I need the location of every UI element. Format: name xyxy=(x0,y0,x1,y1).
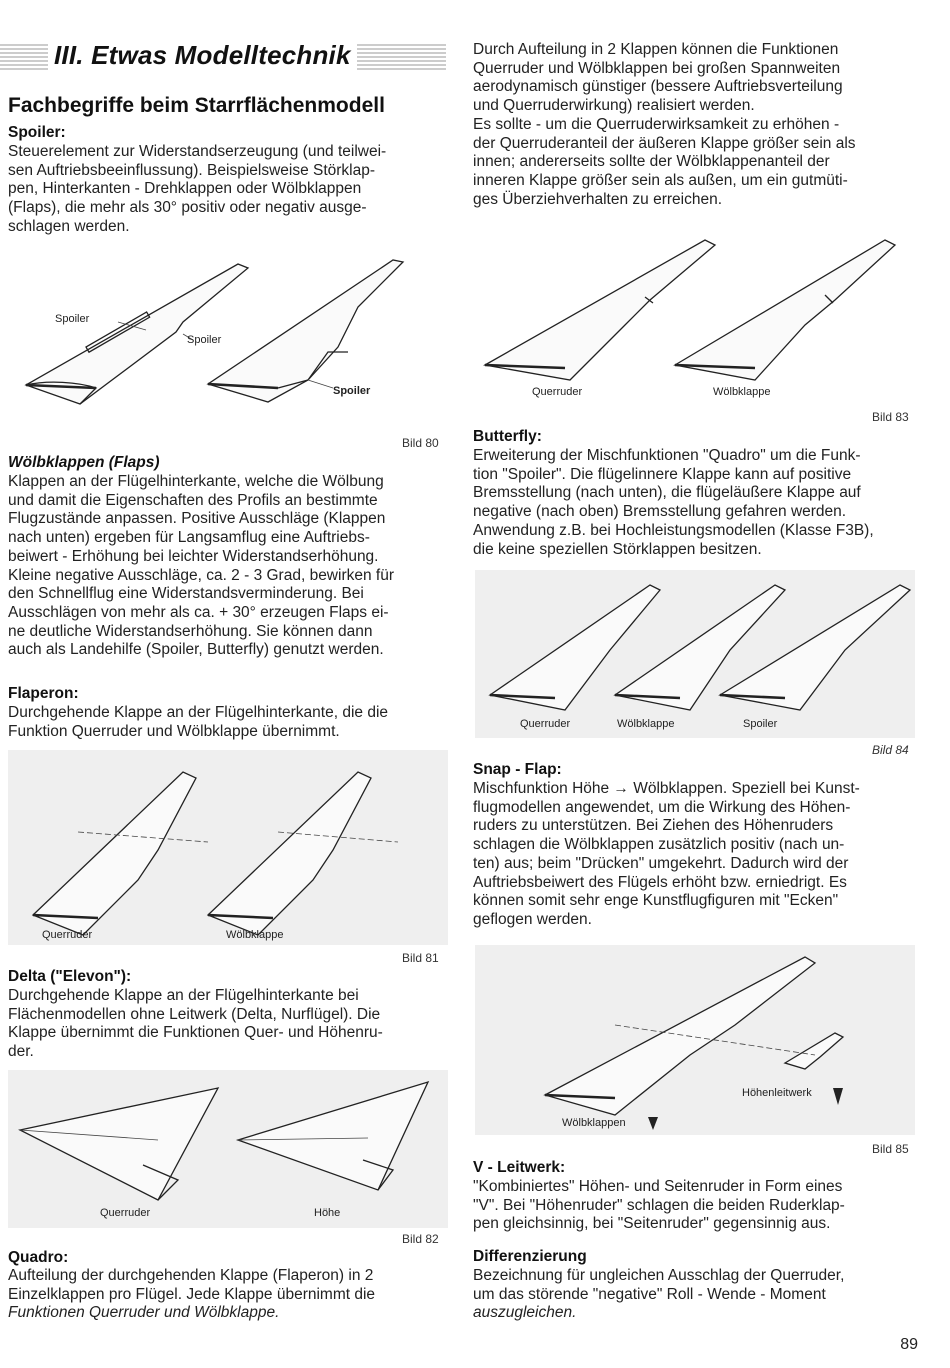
fig82-label-querruder: Querruder xyxy=(100,1207,151,1219)
fig81-label-querruder: Querruder xyxy=(42,929,93,941)
figure-snapflap xyxy=(475,945,915,1135)
delta-text: Durchgehende Klappe an der Flügelhinterkante bei Flächenmodellen ohne Leitwerk (Delta, Nurflügel). Die Klappe übernimmt die Funktionen Quer- und Höhenru- der. xyxy=(8,987,383,1061)
spoiler-title: Spoiler: xyxy=(8,124,66,141)
fig85-label-woelbklappen: Wölbklappen xyxy=(562,1117,626,1129)
quadro-title: Quadro: xyxy=(8,1249,69,1266)
delta-title: Delta ("Elevon"): xyxy=(8,968,132,985)
figure-butterfly xyxy=(475,570,915,738)
chapter-title: III. Etwas Modelltechnik xyxy=(48,40,357,71)
fig85-label-hoehenleitwerk: Höhenleitwerk xyxy=(742,1087,812,1099)
caption-bild-84: Bild 84 xyxy=(872,743,909,757)
fig82-label-hoehe: Höhe xyxy=(314,1207,341,1219)
caption-bild-83: Bild 83 xyxy=(872,410,909,424)
figure-flaperon xyxy=(8,750,448,945)
quadro-continued-text: Durch Aufteilung in 2 Klappen können die Funktionen Querruder und Wölbklappen bei großen Spannweiten aerodynamisch günstiger (bessere Auftriebsverteilung und Querruderwirkung) realisiert werden. Es sollte - um die Querruderwirksamkeit zu erhöhen - der Querruderanteil der äußeren Klappe größer sein als innen; andererseits sollte der Wölbklappenanteil der inneren Klappe größer sein als außen, um ein gutmüti- ges Überziehverhalten zu erreichen. xyxy=(473,41,856,208)
caption-bild-81: Bild 81 xyxy=(402,951,439,965)
snapflap-title: Snap - Flap: xyxy=(473,761,562,778)
page-number: 89 xyxy=(900,1336,918,1353)
vleitwerk-text: "Kombiniertes" Höhen- und Seitenruder in Form eines "V". Bei "Höhenruder" schlagen die beiden Ruderklap- pen gleichsinnig, bei "Seitenruder" gegensinnig aus. xyxy=(473,1178,845,1233)
fig84-label-spoiler: Spoiler xyxy=(743,718,778,730)
main-heading: Fachbegriffe beim Starrflächenmodell xyxy=(8,94,385,117)
butterfly-text: Erweiterung der Mischfunktionen "Quadro" um die Funk- tion "Spoiler". Die flügelinnere Klappe kann auf positive Bremsstellung (nach unten), die flügeläußere Klappe auf negative (nach oben) Bremsstellung gefahren werden. Anwendung z.B. bei Hochleistungsmodellen (Klasse F3B), die keine speziellen Störklappen besitzen. xyxy=(473,447,874,558)
figure-delta xyxy=(8,1070,448,1228)
flaps-title: Wölbklappen (Flaps) xyxy=(8,454,160,471)
caption-bild-80: Bild 80 xyxy=(402,436,439,450)
figure-spoiler xyxy=(8,252,448,422)
fig84-label-querruder: Querruder xyxy=(520,718,571,730)
fig80-label-spoiler-2: Spoiler xyxy=(187,334,222,346)
flaps-text: Klappen an der Flügelhinterkante, welche die Wölbung und damit die Eigenschaften des Profils an bestimmte Flugzustände anpassen. Positive Ausschläge (Klappen nach unten) ergeben für Langsamflug eine Auftriebs- beiwert - Erhöhung bei leichter Widerstandserhöhung. Kleine negative Ausschläge, ca. 2 - 3 Grad, bewirken für den Schnellflug eine Widerstandsverminderung. Bei Ausschlägen von mehr als ca. + 30° erzeugen Flaps ei- ne deutliche Widerstandserhöhung. Sie können dann auch als Landehilfe (Spoiler, Butterfly) genutzt werden. xyxy=(8,473,394,659)
vleitwerk-title: V - Leitwerk: xyxy=(473,1159,566,1176)
caption-bild-85: Bild 85 xyxy=(872,1142,909,1156)
differenzierung-title: Differenzierung xyxy=(473,1248,587,1265)
fig81-label-woelbklappe: Wölbklappe xyxy=(226,929,284,941)
fig80-label-spoiler-1: Spoiler xyxy=(55,313,90,325)
flaperon-title: Flaperon: xyxy=(8,685,79,702)
fig83-label-querruder: Querruder xyxy=(532,386,583,398)
butterfly-title: Butterfly: xyxy=(473,428,542,445)
spoiler-text: Steuerelement zur Widerstandserzeugung (und teilwei- sen Auftriebsbeeinflussung). Beispielsweise Störklap- pen, Hinterkanten - Drehklappen oder Wölbklappen (Flaps), die mehr als 30° positiv oder negativ ausge- schlagen werden. xyxy=(8,143,387,235)
differenzierung-text: Bezeichnung für ungleichen Ausschlag der Querruder, um das störende "negative" Roll - Wende - Moment auszugleichen. xyxy=(473,1267,845,1322)
quadro-text: Aufteilung der durchgehenden Klappe (Flaperon) in 2 Einzelklappen pro Flügel. Jede Klappe übernimmt die Funktionen Querruder und Wölbklappe. xyxy=(8,1267,376,1322)
fig83-label-woelbklappe: Wölbklappe xyxy=(713,386,771,398)
caption-bild-82: Bild 82 xyxy=(402,1232,439,1246)
figure-quadro xyxy=(475,225,915,405)
fig84-label-woelbklappe: Wölbklappe xyxy=(617,718,675,730)
flaperon-text: Durchgehende Klappe an der Flügelhinterkante, die die Funktion Querruder und Wölbklappe übernimmt. xyxy=(8,704,389,740)
fig80-label-spoiler-3: Spoiler xyxy=(333,385,371,397)
snapflap-text: Mischfunktion Höhe → Wölbklappen. Speziell bei Kunst- flugmodellen angewendet, um die Wirkung des Höhen- ruders zu unterstützen. Bei Ziehen des Höhenruders schlagen die Wölbklappen zusätzlich positiv (nach un- ten) aus; beim "Drücken" umgekehrt. Dadurch wird der Auftriebsbeiwert des Flügels erhöht bzw. erniedrigt. Es können somit sehr enge Kunstflugfiguren mit "Ecken" geflogen werden. xyxy=(473,780,860,928)
